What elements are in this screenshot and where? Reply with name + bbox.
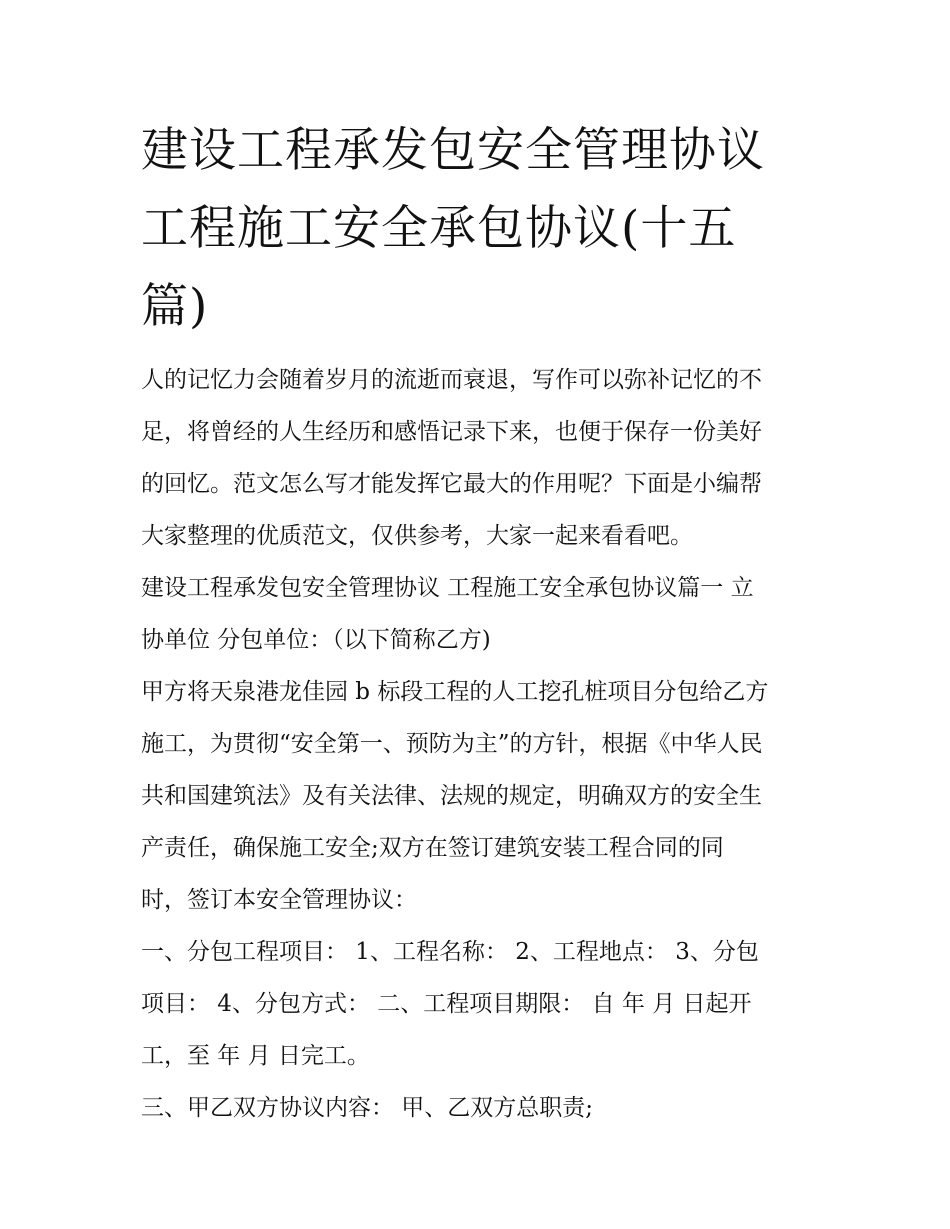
body-line: 建设工程承发包安全管理协议 工程施工安全承包协议篇一 立 [141,575,754,601]
body-line: 协单位 分包单位：（以下简称乙方) [141,627,491,653]
body-line: 三、甲乙双方协议内容： 甲、乙双方总职责; [141,1095,594,1121]
title-line: 工程施工安全承包协议(十五 [141,201,737,256]
body-line: 产责任，确保施工安全;双方在签订建筑安装工程合同的同 [141,835,724,861]
title-line: 篇) [141,279,209,334]
body-line: 大家整理的优质范文，仅供参考，大家一起来看看吧。 [141,523,693,549]
body-line: 工，至 年 月 日完工。 [141,1043,370,1069]
document-body [141,354,831,1134]
body-line: 的回忆。范文怎么写才能发挥它最大的作用呢？下面是小编帮 [141,471,762,497]
body-line: 甲方将天泉港龙佳园 b 标段工程的人工挖孔桩项目分包给乙方 [141,679,769,705]
body-line: 人的记忆力会随着岁月的流逝而衰退，写作可以弥补记忆的不 [141,367,762,393]
body-line: 时，签订本安全管理协议： [141,887,417,913]
document-title [141,112,821,346]
body-line: 项目： 4、分包方式： 二、工程项目期限： 自 年 月 日起开 [141,991,752,1017]
body-line: 施工，为贯彻“安全第一、预防为主”的方针，根据《中华人民 [141,731,763,757]
body-line: 足，将曾经的人生经历和感悟记录下来，也便于保存一份美好 [141,419,762,445]
title-line: 建设工程承发包安全管理协议 [141,123,765,178]
body-line: 共和国建筑法》及有关法律、法规的规定，明确双方的安全生 [141,783,762,809]
body-line: 一、分包工程项目： 1、工程名称： 2、工程地点： 3、分包 [141,939,759,965]
